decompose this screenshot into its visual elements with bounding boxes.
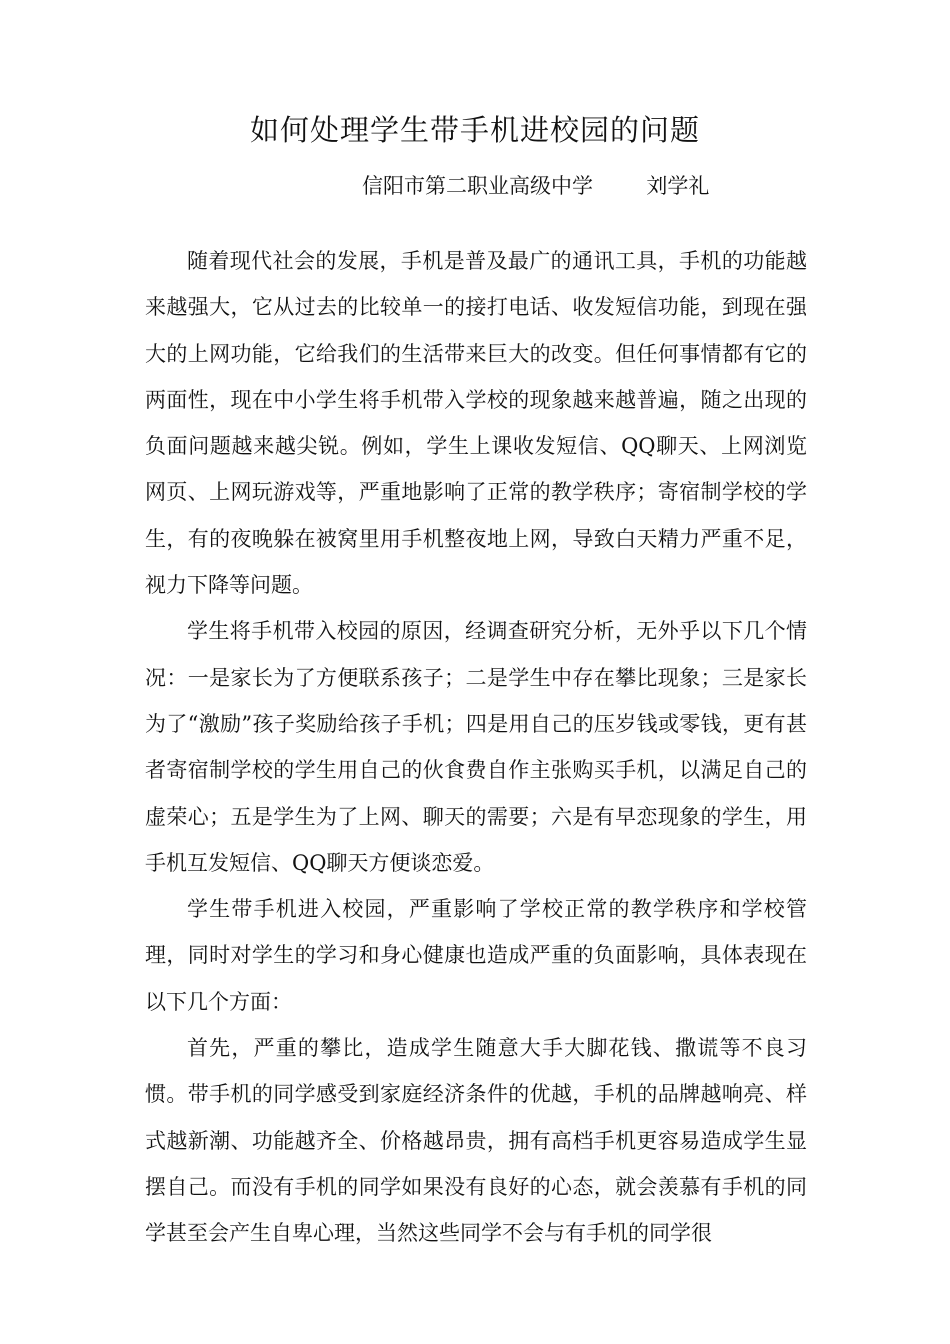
school-name: 信阳市第二职业高级中学 <box>362 174 593 198</box>
paragraph: 学生将手机带入校园的原因，经调查研究分析，无外乎以下几个情况：一是家长为了方便联系孩子；二是学生中存在攀比现象；三是家长为了“激励”孩子奖励给孩子手机；四是用自己的压岁钱或零钱，更有甚者寄宿制学校的学生用自己的伙食费自作主张购买手机，以满足自己的虚荣心；五是学生为了上网、聊天的需要；六是有早恋现象的学生，用手机互发短信、QQ聊天方便谈恋爱。 <box>145 619 807 875</box>
paragraph: 首先，严重的攀比，造成学生随意大手大脚花钱、撒谎等不良习惯。带手机的同学感受到家庭经济条件的优越，手机的品牌越响亮、样式越新潮、功能越齐全、价格越昂贵，拥有高档手机更容易造成学生显摆自己。而没有手机的同学如果没有良好的心态，就会羡慕有手机的同学甚至会产生自卑心理，当然这些同学不会与有手机的同学很 <box>145 1036 807 1246</box>
document-body <box>145 238 807 1257</box>
author-name: 刘学礼 <box>646 174 710 198</box>
paragraph: 随着现代社会的发展，手机是普及最广的通讯工具，手机的功能越来越强大，它从过去的比较单一的接打电话、收发短信功能，到现在强大的上网功能，它给我们的生活带来巨大的改变。但任何事情都有它的两面性，现在中小学生将手机带入学校的现象越来越普遍，随之出现的负面问题越来越尖锐。例如，学生上课收发短信、QQ聊天、上网浏览网页、上网玩游戏等，严重地影响了正常的教学秩序；寄宿制学校的学生，有的夜晚躲在被窝里用手机整夜地上网，导致白天精力严重不足，视力下降等问题。 <box>145 249 807 598</box>
document-title: 如何处理学生带手机进校园的问题 <box>249 113 700 147</box>
paragraph: 学生带手机进入校园，严重影响了学校正常的教学秩序和学校管理，同时对学生的学习和身心健康也造成严重的负面影响，具体表现在以下几个方面： <box>145 897 807 1014</box>
byline <box>362 168 709 204</box>
